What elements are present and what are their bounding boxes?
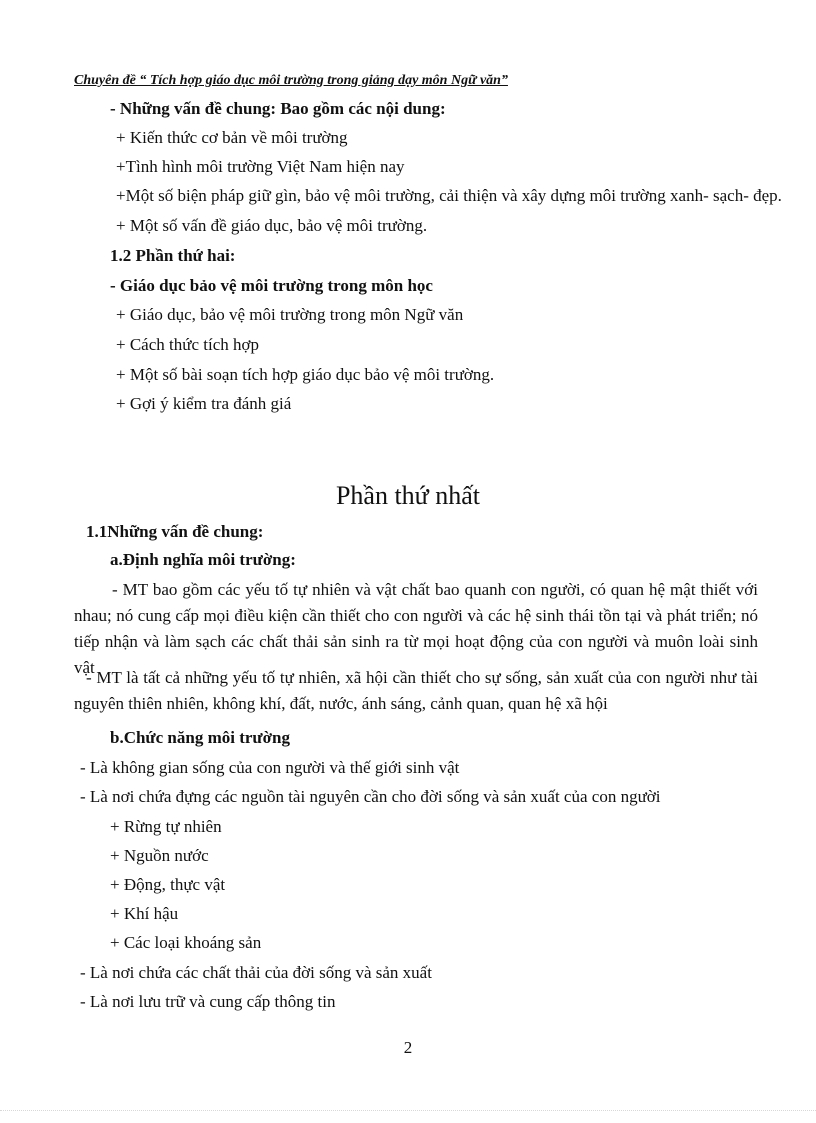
list-item: + Các loại khoáng sản (110, 933, 262, 952)
list-item: + Gợi ý kiểm tra đánh giá (116, 394, 292, 413)
definition-paragraph-1: - MT bao gồm các yếu tố tự nhiên và vật chất bao quanh con người, có quan hệ mật thiết với nhau; nó cung cấp mọi điều kiện cần thiết cho con người và các hệ sinh thái tồn tại và phát triển; nó tiếp nhận và làm sạch các chất thải sản sinh ra từ mọi hoạt động của con người và muôn loài sinh vật (74, 580, 758, 677)
document-header: Chuyên đề “ Tích hợp giáo dục môi trường trong giảng dạy môn Ngữ văn” (74, 73, 508, 88)
definition-heading: a.Định nghĩa môi trường: (110, 550, 296, 569)
definition-paragraph-2: - MT là tất cả những yếu tố tự nhiên, xã hội cần thiết cho sự sống, sản xuất của con người như tài nguyên thiên nhiên, không khí, đất, nước, ánh sáng, cảnh quan, quan hệ xã hội (74, 668, 758, 713)
list-item: + Giáo dục, bảo vệ môi trường trong môn Ngữ văn (116, 305, 464, 324)
page-number: 2 (403, 1038, 413, 1057)
list-item: + Cách thức tích hợp (116, 335, 259, 354)
list-item: + Rừng tự nhiên (110, 817, 222, 836)
section-heading: 1.1Những vấn đề chung: (86, 522, 264, 541)
list-item: + Khí hậu (110, 904, 179, 923)
list-item: - Là nơi chứa đựng các nguồn tài nguyên cần cho đời sống và sản xuất của con người (80, 787, 661, 806)
function-heading: b.Chức năng môi trường (110, 728, 291, 747)
list-item: - Là nơi lưu trữ và cung cấp thông tin (80, 992, 336, 1011)
list-item: + Động, thực vật (110, 875, 226, 894)
list-item: + Một số bài soạn tích hợp giáo dục bảo vệ môi trường. (116, 365, 495, 384)
section-title: Phần thứ nhất (335, 481, 481, 510)
part2-heading: 1.2 Phần thứ hai: (110, 246, 236, 265)
list-item: + Nguồn nước (110, 846, 209, 865)
part2-subheading: - Giáo dục bảo vệ môi trường trong môn học (110, 276, 433, 295)
general-heading: - Những vấn đề chung: Bao gồm các nội dung: (110, 99, 446, 118)
list-item: - Là nơi chứa các chất thải của đời sống và sản xuất (80, 963, 432, 982)
list-item: + Một số vấn đề giáo dục, bảo vệ môi trường. (116, 216, 428, 235)
list-item: + Kiến thức cơ bản về môi trường (116, 128, 348, 147)
list-item: +Một số biện pháp giữ gìn, bảo vệ môi trường, cải thiện và xây dựng môi trường xanh- sạch- đẹp. (116, 186, 782, 205)
list-item: - Là không gian sống của con người và thế giới sinh vật (80, 758, 460, 777)
list-item: +Tình hình môi trường Việt Nam hiện nay (116, 157, 405, 176)
page-border (0, 1110, 816, 1111)
